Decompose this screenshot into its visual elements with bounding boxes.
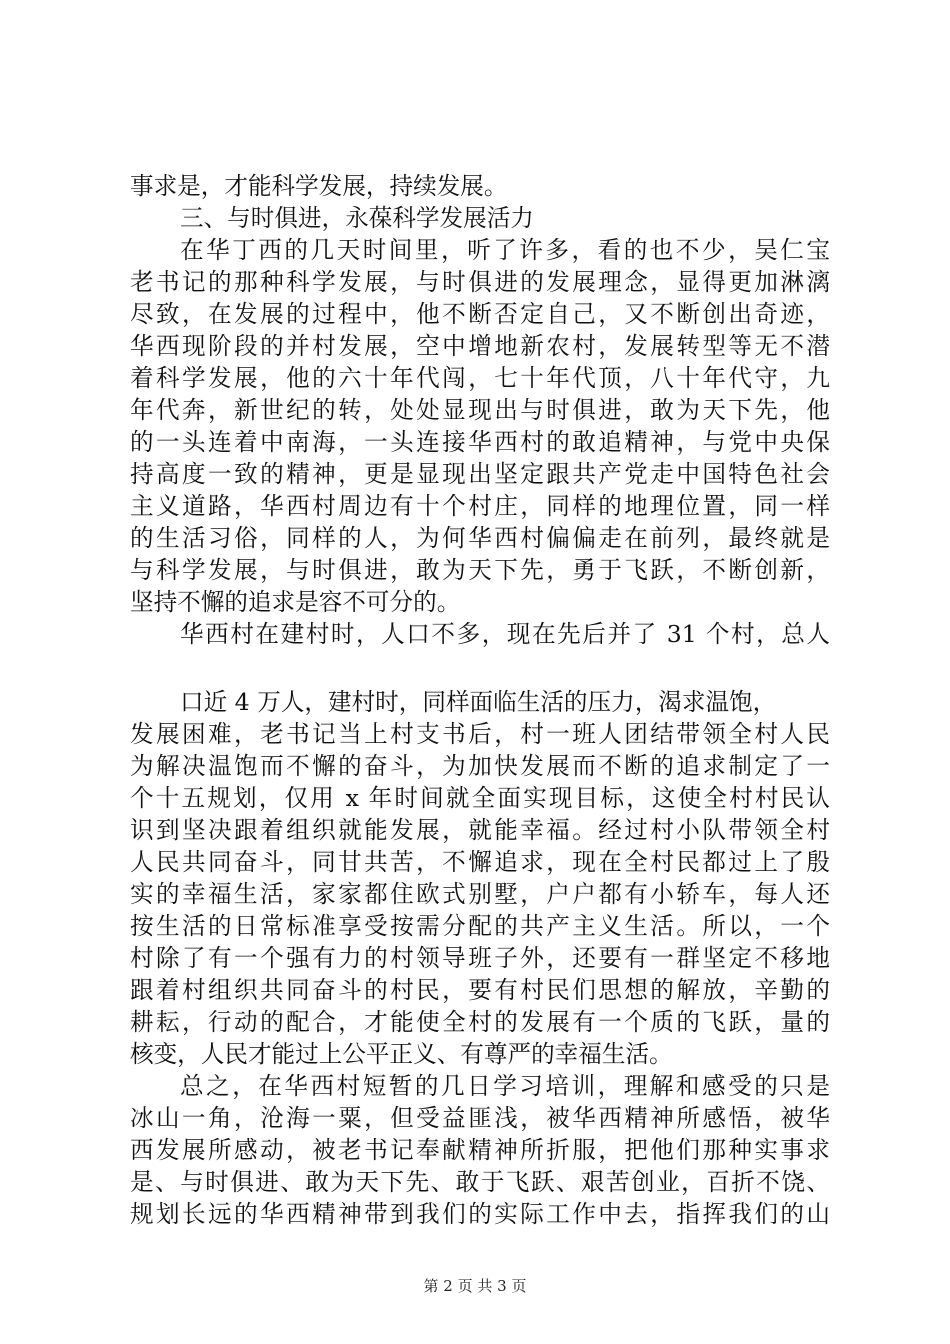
text-line: 着科学发展，他的六十年代闯，七十年代顶，八十年代守，九 — [130, 364, 830, 392]
text-line: 人民共同奋斗，同甘共苦，不懈追求，现在全村民都过上了殷 — [130, 848, 830, 876]
text-line: 事求是，才能科学发展，持续发展。 — [130, 172, 508, 200]
text-line: 与科学发展，与时俱进，敢为天下先，勇于飞跃，不断创新， — [130, 556, 830, 584]
text-line: 实的幸福生活，家家都住欧式别墅，户户都有小轿车，每人还 — [130, 880, 830, 908]
text-line: 坚持不懈的追求是容不可分的。 — [130, 588, 461, 616]
section-heading: 三、与时俱进，永葆科学发展活力 — [180, 204, 534, 232]
text-line: 发展困难，老书记当上村支书后，村一班人团结带领全村人民 — [130, 720, 830, 748]
text-line: 总之，在华西村短暂的几日学习培训，理解和感受的只是 — [180, 1072, 830, 1100]
text-line: 华西村在建村时，人口不多，现在先后并了 31 个村，总人 — [180, 620, 830, 648]
page-number-footer: 第 2 页 共 3 页 — [423, 1277, 527, 1295]
text-line: 耕耘，行动的配合，才能使全村的发展有一个质的飞跃，量的 — [130, 1008, 830, 1036]
text-line: 规划长远的华西精神带到我们的实际工作中去，指挥我们的山 — [130, 1200, 830, 1228]
text-line: 西发展所感动，被老书记奉献精神所折服，把他们那种实事求 — [130, 1136, 830, 1164]
text-line: 个十五规划，仅用 x 年时间就全面实现目标，这使全村村民认 — [130, 784, 830, 812]
text-line: 按生活的日常标准享受按需分配的共产主义生活。所以，一个 — [130, 912, 830, 940]
text-line: 是、与时俱进、敢为天下先、敢于飞跃、艰苦创业，百折不饶、 — [130, 1168, 830, 1196]
text-line: 老书记的那种科学发展，与时俱进的发展理念，显得更加淋漓 — [130, 268, 830, 296]
text-line: 跟着村组织共同奋斗的村民，要有村民们思想的解放，辛勤的 — [130, 976, 830, 1004]
text-line: 的一头连着中南海，一头连接华西村的敢追精神，与党中央保 — [130, 428, 830, 456]
text-line: 尽致，在发展的过程中，他不断否定自己，又不断创出奇迹， — [130, 300, 830, 328]
text-line: 华西现阶段的并村发展，空中增地新农村，发展转型等无不潜 — [130, 332, 830, 360]
text-line: 持高度一致的精神，更是显现出坚定跟共产党走中国特色社会 — [130, 460, 830, 488]
text-line: 在华丁西的几天时间里，听了许多，看的也不少，吴仁宝 — [180, 236, 830, 264]
text-line: 村除了有一个强有力的村领导班子外，还要有一群坚定不移地 — [130, 944, 830, 972]
text-line: 核变，人民才能过上公平正义、有尊严的幸福生活。 — [130, 1040, 673, 1068]
text-line: 的生活习俗，同样的人，为何华西村偏偏走在前列，最终就是 — [130, 524, 830, 552]
text-line: 冰山一角，沧海一粟，但受益匪浅，被华西精神所感悟，被华 — [130, 1104, 830, 1132]
text-line: 识到坚决跟着组织就能发展，就能幸福。经过村小队带领全村 — [130, 816, 830, 844]
text-line: 年代奔，新世纪的转，处处显现出与时俱进，敢为天下先，他 — [130, 396, 830, 424]
text-line: 为解决温饱而不懈的奋斗，为加快发展而不断的追求制定了一 — [130, 752, 830, 780]
text-line: 主义道路，华西村周边有十个村庄，同样的地理位置，同一样 — [130, 492, 830, 520]
text-line: 口近 4 万人，建村时，同样面临生活的压力，渴求温饱， — [180, 688, 777, 716]
